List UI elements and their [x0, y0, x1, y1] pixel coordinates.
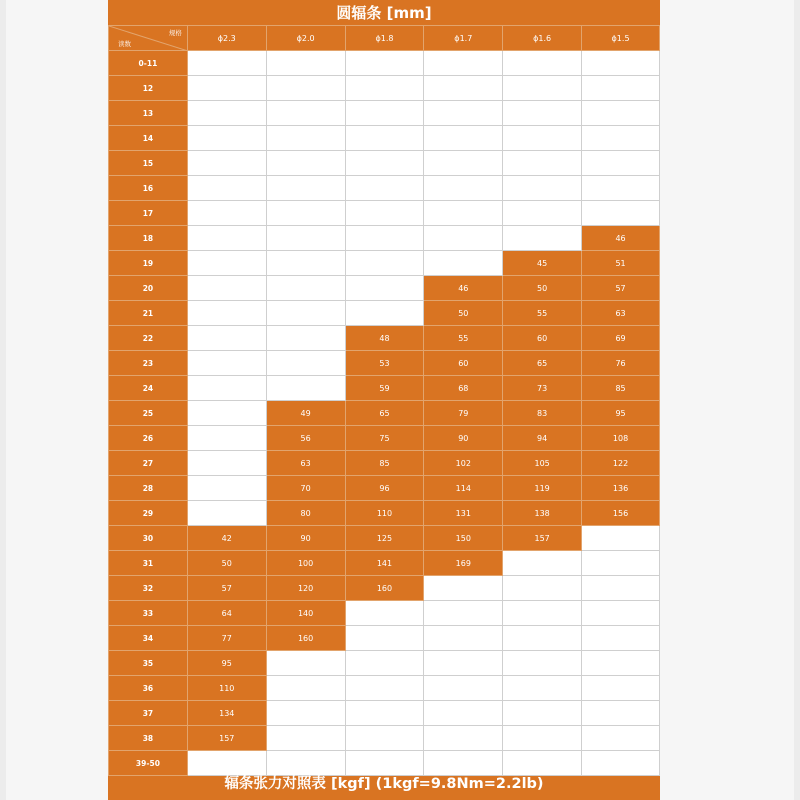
- empty-cell: [266, 201, 345, 226]
- empty-cell: [266, 226, 345, 251]
- empty-cell: [345, 276, 424, 301]
- row-reading-label: 30: [109, 526, 188, 551]
- table-row: [109, 226, 660, 251]
- row-reading-label: 17: [109, 201, 188, 226]
- tension-value-cell: 90: [424, 426, 503, 451]
- empty-cell: [424, 176, 503, 201]
- tension-value-cell: 50: [503, 276, 582, 301]
- tension-value-cell: 100: [266, 551, 345, 576]
- tension-value-cell: 160: [266, 626, 345, 651]
- table-row: [109, 476, 660, 501]
- empty-cell: [345, 626, 424, 651]
- tension-value-cell: 105: [503, 451, 582, 476]
- column-header: ϕ1.6: [503, 26, 582, 51]
- tension-value-cell: 120: [266, 576, 345, 601]
- corner-spec-label: 规格: [168, 29, 182, 37]
- tension-value-cell: 134: [187, 701, 266, 726]
- empty-cell: [503, 601, 582, 626]
- row-reading-label: 38: [109, 726, 188, 751]
- column-header: ϕ2.0: [266, 26, 345, 51]
- empty-cell: [187, 376, 266, 401]
- table-row: [109, 176, 660, 201]
- empty-cell: [187, 76, 266, 101]
- empty-cell: [582, 551, 660, 576]
- row-reading-label: 29: [109, 501, 188, 526]
- empty-cell: [345, 76, 424, 101]
- column-header: ϕ2.3: [187, 26, 266, 51]
- tension-value-cell: 56: [266, 426, 345, 451]
- tension-value-cell: 45: [503, 251, 582, 276]
- table-row: [109, 551, 660, 576]
- tension-value-cell: 83: [503, 401, 582, 426]
- chart-footer: 辐条张力对照表 [kgf] (1kgf=9.8Nm=2.2lb): [224, 776, 544, 792]
- empty-cell: [424, 201, 503, 226]
- empty-cell: [582, 76, 660, 101]
- empty-cell: [424, 601, 503, 626]
- tension-value-cell: 119: [503, 476, 582, 501]
- tension-value-cell: 79: [424, 401, 503, 426]
- tension-value-cell: 42: [187, 526, 266, 551]
- tension-value-cell: 65: [345, 401, 424, 426]
- empty-cell: [582, 626, 660, 651]
- tension-value-cell: 65: [503, 351, 582, 376]
- tension-value-cell: 96: [345, 476, 424, 501]
- empty-cell: [582, 701, 660, 726]
- table-row: [109, 301, 660, 326]
- empty-cell: [345, 101, 424, 126]
- table-row: [109, 126, 660, 151]
- empty-cell: [424, 226, 503, 251]
- row-reading-label: 22: [109, 326, 188, 351]
- tension-value-cell: 94: [503, 426, 582, 451]
- corner-header: [109, 26, 188, 51]
- empty-cell: [503, 101, 582, 126]
- empty-cell: [345, 226, 424, 251]
- empty-cell: [345, 126, 424, 151]
- empty-cell: [424, 51, 503, 76]
- empty-cell: [503, 576, 582, 601]
- empty-cell: [345, 651, 424, 676]
- row-reading-label: 20: [109, 276, 188, 301]
- empty-cell: [582, 126, 660, 151]
- empty-cell: [266, 376, 345, 401]
- table-row: [109, 651, 660, 676]
- tension-value-cell: 48: [345, 326, 424, 351]
- empty-cell: [266, 326, 345, 351]
- empty-cell: [582, 601, 660, 626]
- row-reading-label: 14: [109, 126, 188, 151]
- empty-cell: [266, 726, 345, 751]
- tension-value-cell: 55: [503, 301, 582, 326]
- empty-cell: [187, 126, 266, 151]
- tension-value-cell: 114: [424, 476, 503, 501]
- table-row: [109, 201, 660, 226]
- tension-value-cell: 125: [345, 526, 424, 551]
- empty-cell: [266, 126, 345, 151]
- empty-cell: [424, 126, 503, 151]
- tension-value-cell: 156: [582, 501, 660, 526]
- tension-value-cell: 59: [345, 376, 424, 401]
- table-row: [109, 726, 660, 751]
- tension-value-cell: 64: [187, 601, 266, 626]
- row-reading-label: 39-50: [109, 751, 188, 776]
- table-row: [109, 601, 660, 626]
- empty-cell: [503, 76, 582, 101]
- empty-cell: [266, 76, 345, 101]
- tension-value-cell: 70: [266, 476, 345, 501]
- empty-cell: [187, 226, 266, 251]
- empty-cell: [187, 426, 266, 451]
- tension-value-cell: 110: [345, 501, 424, 526]
- empty-cell: [266, 251, 345, 276]
- tension-value-cell: 57: [582, 276, 660, 301]
- row-reading-label: 35: [109, 651, 188, 676]
- row-reading-label: 36: [109, 676, 188, 701]
- empty-cell: [503, 676, 582, 701]
- table-row: [109, 501, 660, 526]
- empty-cell: [582, 576, 660, 601]
- empty-cell: [187, 51, 266, 76]
- tension-value-cell: 141: [345, 551, 424, 576]
- tension-value-cell: 46: [582, 226, 660, 251]
- row-reading-label: 18: [109, 226, 188, 251]
- table-row: [109, 251, 660, 276]
- tension-chart: [108, 0, 660, 800]
- empty-cell: [503, 126, 582, 151]
- table-row: [109, 576, 660, 601]
- empty-cell: [582, 51, 660, 76]
- empty-cell: [424, 726, 503, 751]
- empty-cell: [503, 226, 582, 251]
- row-reading-label: 24: [109, 376, 188, 401]
- tension-value-cell: 57: [187, 576, 266, 601]
- column-header: ϕ1.7: [424, 26, 503, 51]
- tension-value-cell: 63: [266, 451, 345, 476]
- table-row: [109, 401, 660, 426]
- table-row: [109, 151, 660, 176]
- empty-cell: [582, 201, 660, 226]
- empty-cell: [187, 301, 266, 326]
- tension-value-cell: 77: [187, 626, 266, 651]
- empty-cell: [187, 501, 266, 526]
- row-reading-label: 33: [109, 601, 188, 626]
- tension-value-cell: 85: [345, 451, 424, 476]
- empty-cell: [266, 676, 345, 701]
- column-header: ϕ1.8: [345, 26, 424, 51]
- tension-value-cell: 131: [424, 501, 503, 526]
- tension-value-cell: 51: [582, 251, 660, 276]
- table-row: [109, 701, 660, 726]
- table-row: [109, 351, 660, 376]
- empty-cell: [582, 651, 660, 676]
- tension-value-cell: 169: [424, 551, 503, 576]
- empty-cell: [187, 476, 266, 501]
- empty-cell: [582, 151, 660, 176]
- tension-value-cell: 150: [424, 526, 503, 551]
- empty-cell: [424, 626, 503, 651]
- empty-cell: [503, 201, 582, 226]
- table-row: [109, 101, 660, 126]
- empty-cell: [266, 351, 345, 376]
- row-reading-label: 34: [109, 626, 188, 651]
- tension-value-cell: 85: [582, 376, 660, 401]
- tension-value-cell: 102: [424, 451, 503, 476]
- row-reading-label: 23: [109, 351, 188, 376]
- empty-cell: [582, 526, 660, 551]
- empty-cell: [187, 326, 266, 351]
- empty-cell: [266, 151, 345, 176]
- empty-cell: [424, 101, 503, 126]
- row-reading-label: 19: [109, 251, 188, 276]
- tension-value-cell: 122: [582, 451, 660, 476]
- empty-cell: [187, 101, 266, 126]
- empty-cell: [345, 201, 424, 226]
- tension-value-cell: 138: [503, 501, 582, 526]
- tension-value-cell: 95: [582, 401, 660, 426]
- empty-cell: [424, 676, 503, 701]
- tension-value-cell: 69: [582, 326, 660, 351]
- tension-value-cell: 136: [582, 476, 660, 501]
- row-reading-label: 27: [109, 451, 188, 476]
- empty-cell: [345, 726, 424, 751]
- table-row: [109, 76, 660, 101]
- empty-cell: [582, 726, 660, 751]
- empty-cell: [424, 76, 503, 101]
- empty-cell: [345, 701, 424, 726]
- empty-cell: [187, 151, 266, 176]
- empty-cell: [266, 176, 345, 201]
- table-row: [109, 326, 660, 351]
- tension-value-cell: 53: [345, 351, 424, 376]
- row-reading-label: 31: [109, 551, 188, 576]
- tension-value-cell: 68: [424, 376, 503, 401]
- empty-cell: [503, 626, 582, 651]
- table-row: [109, 376, 660, 401]
- header-row: [109, 26, 660, 51]
- table-row: [109, 626, 660, 651]
- empty-cell: [266, 651, 345, 676]
- table-row: [109, 676, 660, 701]
- tension-value-cell: 50: [187, 551, 266, 576]
- column-header: ϕ1.5: [582, 26, 660, 51]
- empty-cell: [503, 651, 582, 676]
- empty-cell: [345, 301, 424, 326]
- tension-value-cell: 76: [582, 351, 660, 376]
- empty-cell: [582, 176, 660, 201]
- empty-cell: [345, 676, 424, 701]
- row-reading-label: 15: [109, 151, 188, 176]
- empty-cell: [424, 251, 503, 276]
- tension-value-cell: 60: [424, 351, 503, 376]
- empty-cell: [503, 151, 582, 176]
- table-row: [109, 526, 660, 551]
- empty-cell: [266, 276, 345, 301]
- empty-cell: [345, 151, 424, 176]
- tension-value-cell: 75: [345, 426, 424, 451]
- tension-value-cell: 46: [424, 276, 503, 301]
- row-reading-label: 32: [109, 576, 188, 601]
- row-reading-label: 12: [109, 76, 188, 101]
- empty-cell: [503, 701, 582, 726]
- empty-cell: [266, 101, 345, 126]
- empty-cell: [503, 726, 582, 751]
- corner-reading-label: 读数: [118, 40, 131, 48]
- tension-value-cell: 50: [424, 301, 503, 326]
- tension-table: [108, 25, 660, 776]
- tension-value-cell: 73: [503, 376, 582, 401]
- row-reading-label: 21: [109, 301, 188, 326]
- row-reading-label: 37: [109, 701, 188, 726]
- empty-cell: [424, 701, 503, 726]
- empty-cell: [187, 251, 266, 276]
- row-reading-label: 25: [109, 401, 188, 426]
- empty-cell: [582, 101, 660, 126]
- empty-cell: [503, 551, 582, 576]
- empty-cell: [582, 676, 660, 701]
- tension-value-cell: 63: [582, 301, 660, 326]
- empty-cell: [266, 301, 345, 326]
- row-reading-label: 26: [109, 426, 188, 451]
- table-row: [109, 51, 660, 76]
- empty-cell: [345, 251, 424, 276]
- table-row: [109, 451, 660, 476]
- empty-cell: [424, 651, 503, 676]
- chart-title: 圆辐条 [mm]: [336, 4, 432, 22]
- tension-value-cell: 95: [187, 651, 266, 676]
- empty-cell: [345, 51, 424, 76]
- page-edge-right: [794, 0, 800, 800]
- tension-value-cell: 140: [266, 601, 345, 626]
- row-reading-label: 13: [109, 101, 188, 126]
- empty-cell: [187, 176, 266, 201]
- table-row: [109, 276, 660, 301]
- empty-cell: [503, 51, 582, 76]
- empty-cell: [424, 576, 503, 601]
- row-reading-label: 16: [109, 176, 188, 201]
- empty-cell: [345, 176, 424, 201]
- tension-value-cell: 110: [187, 676, 266, 701]
- tension-value-cell: 90: [266, 526, 345, 551]
- empty-cell: [187, 451, 266, 476]
- empty-cell: [187, 201, 266, 226]
- tension-value-cell: 108: [582, 426, 660, 451]
- tension-value-cell: 160: [345, 576, 424, 601]
- empty-cell: [345, 601, 424, 626]
- tension-value-cell: 157: [187, 726, 266, 751]
- empty-cell: [266, 701, 345, 726]
- table-row: [109, 426, 660, 451]
- tension-value-cell: 60: [503, 326, 582, 351]
- empty-cell: [266, 51, 345, 76]
- empty-cell: [503, 176, 582, 201]
- tension-value-cell: 49: [266, 401, 345, 426]
- tension-value-cell: 55: [424, 326, 503, 351]
- empty-cell: [187, 351, 266, 376]
- empty-cell: [424, 151, 503, 176]
- page-edge-left: [0, 0, 6, 800]
- row-reading-label: 0-11: [109, 51, 188, 76]
- empty-cell: [187, 401, 266, 426]
- empty-cell: [187, 276, 266, 301]
- tension-value-cell: 80: [266, 501, 345, 526]
- tension-value-cell: 157: [503, 526, 582, 551]
- row-reading-label: 28: [109, 476, 188, 501]
